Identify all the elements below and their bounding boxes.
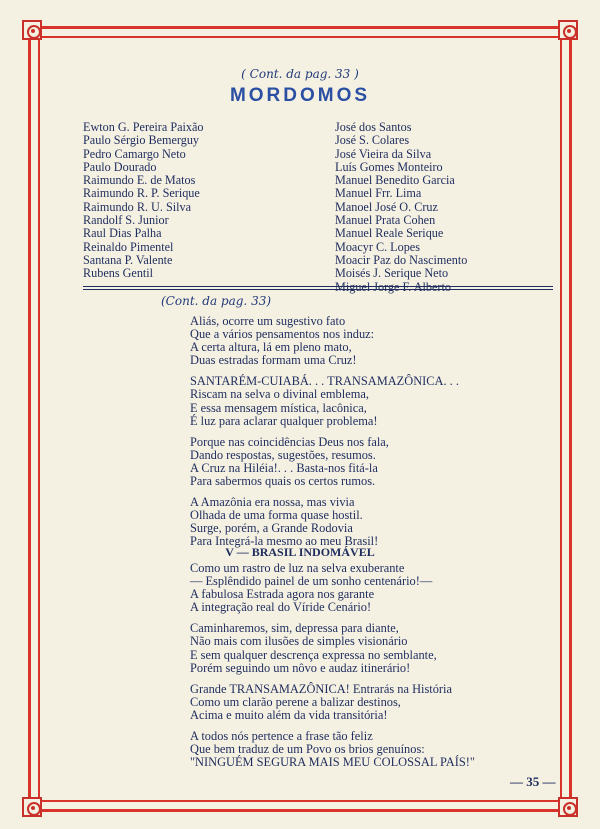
corner-ornament-icon [22, 20, 42, 40]
continuation-note-poem: (Cont. da pag. 33) [161, 294, 272, 308]
list-item: Ewton G. Pereira Paixão [83, 120, 204, 134]
list-item: José S. Colares [335, 133, 410, 148]
list-item: Manuel Prata Cohen [335, 213, 436, 228]
poem-line: Riscam na selva o divinal emblema, [190, 387, 369, 402]
poem-line: Que a vários pensamentos nos induz: [190, 327, 375, 342]
divider [83, 286, 553, 287]
mordomos-list-right [335, 121, 467, 294]
list-item: Manoel José O. Cruz [335, 199, 438, 214]
poem-stanza [190, 730, 475, 769]
list-item: Miguel Jorge F. Alberto [335, 279, 451, 294]
poem-line: Como um rastro de luz na selva exuberante [190, 561, 405, 575]
poem-line: Para sabermos quais os certos rumos. [190, 474, 376, 489]
section-heading: V — BRASIL INDOMÁVEL [225, 545, 375, 559]
poem-line: Surge, porém, a Grande Rodovia [190, 521, 353, 536]
list-item: Raimundo R. U. Silva [83, 199, 191, 214]
list-item: José dos Santos [335, 120, 412, 134]
list-item: Raul Dias Palha [83, 226, 162, 241]
poem-line: A fabulosa Estrada agora nos garante [190, 587, 375, 602]
poem-line: Olhada de uma forma quase hostil. [190, 508, 363, 523]
poem-line: É luz para aclarar qualquer problema! [190, 413, 378, 428]
poem-line: Como um clarão perene a balizar destinos, [190, 694, 401, 709]
divider [83, 289, 553, 290]
poem-line: E sem qualquer descrença expressa no semblante, [190, 647, 437, 662]
list-item: Paulo Dourado [83, 159, 157, 174]
corner-ornament-icon [22, 797, 42, 817]
poem-part-2 [190, 562, 475, 777]
poem-line: A Amazônia era nossa, mas vivia [190, 495, 355, 510]
poem-line: Porém seguindo um nôvo e audaz itinerário! [190, 660, 411, 675]
page-number: — 35 — [510, 774, 556, 789]
list-item: Moisés J. Serique Neto [335, 266, 449, 281]
list-item: Manuel Frr. Lima [335, 186, 422, 201]
poem-stanza [190, 562, 475, 614]
poem-line: Grande TRANSAMAZÔNICA! Entrarás na História [190, 681, 452, 696]
poem-line: E essa mensagem mística, lacônica, [190, 400, 367, 415]
list-item: Manuel Reale Serique [335, 226, 444, 241]
poem-line: A certa altura, lá em pleno mato, [190, 340, 352, 355]
poem-stanza [190, 375, 459, 427]
poem-stanza [190, 683, 475, 722]
list-item: Pedro Camargo Neto [83, 146, 186, 161]
mordomos-list-left [83, 121, 204, 281]
list-item: Reinaldo Pimentel [83, 239, 174, 254]
poem-line: Não mais com ilusões de simples visionário [190, 634, 408, 649]
list-item: Luís Gomes Monteiro [335, 159, 443, 174]
poem-line: Duas estradas formam uma Cruz! [190, 353, 357, 368]
continuation-note-top: ( Cont. da pag. 33 ) [241, 67, 359, 81]
list-item: José Vieira da Silva [335, 146, 432, 161]
poem-line: — Esplêndido painel de um sonho centenário!— [190, 574, 433, 589]
poem-stanza [190, 436, 459, 488]
list-item: Manuel Benedito Garcia [335, 173, 455, 188]
list-item: Moacir Paz do Nascimento [335, 252, 468, 267]
poem-stanza [190, 315, 459, 367]
poem-line: A integração real do Víride Cenário! [190, 600, 372, 615]
list-item: Santana P. Valente [83, 252, 173, 267]
poem-line: Acima e muito além da vida transitória! [190, 707, 388, 722]
poem-line: Dando respostas, sugestões, resumos. [190, 447, 376, 462]
poem-line: A Cruz na Hiléia!. . . Basta-nos fitá-la [190, 460, 378, 475]
corner-ornament-icon [558, 797, 578, 817]
poem-line: Que bem traduz de um Povo os brios genuínos: [190, 742, 425, 757]
list-item: Raimundo R. P. Serique [83, 186, 200, 201]
list-item: Moacyr C. Lopes [335, 239, 420, 254]
poem-line: Aliás, ocorre um sugestivo fato [190, 314, 346, 328]
poem-line: "NINGUÉM SEGURA MAIS MEU COLOSSAL PAÍS!" [190, 755, 475, 770]
poem-line: Para Integrá-la mesmo ao meu Brasil! [190, 534, 379, 549]
corner-ornament-icon [558, 20, 578, 40]
list-item: Paulo Sérgio Bemerguy [83, 133, 200, 148]
page-title: MORDOMOS [229, 85, 371, 106]
poem-line: SANTARÉM-CUIABÁ. . . TRANSAMAZÔNICA. . . [190, 374, 459, 389]
list-item: Raimundo E. de Matos [83, 173, 196, 188]
list-item: Rubens Gentil [83, 266, 154, 281]
poem-line: Caminharemos, sim, depressa para diante, [190, 621, 399, 636]
poem-stanza [190, 622, 475, 674]
poem-part-1 [190, 315, 459, 557]
list-item: Randolf S. Junior [83, 213, 169, 228]
poem-stanza [190, 496, 459, 548]
poem-line: A todos nós pertence a frase tão feliz [190, 729, 373, 744]
poem-line: Porque nas coincidências Deus nos fala, [190, 434, 389, 449]
